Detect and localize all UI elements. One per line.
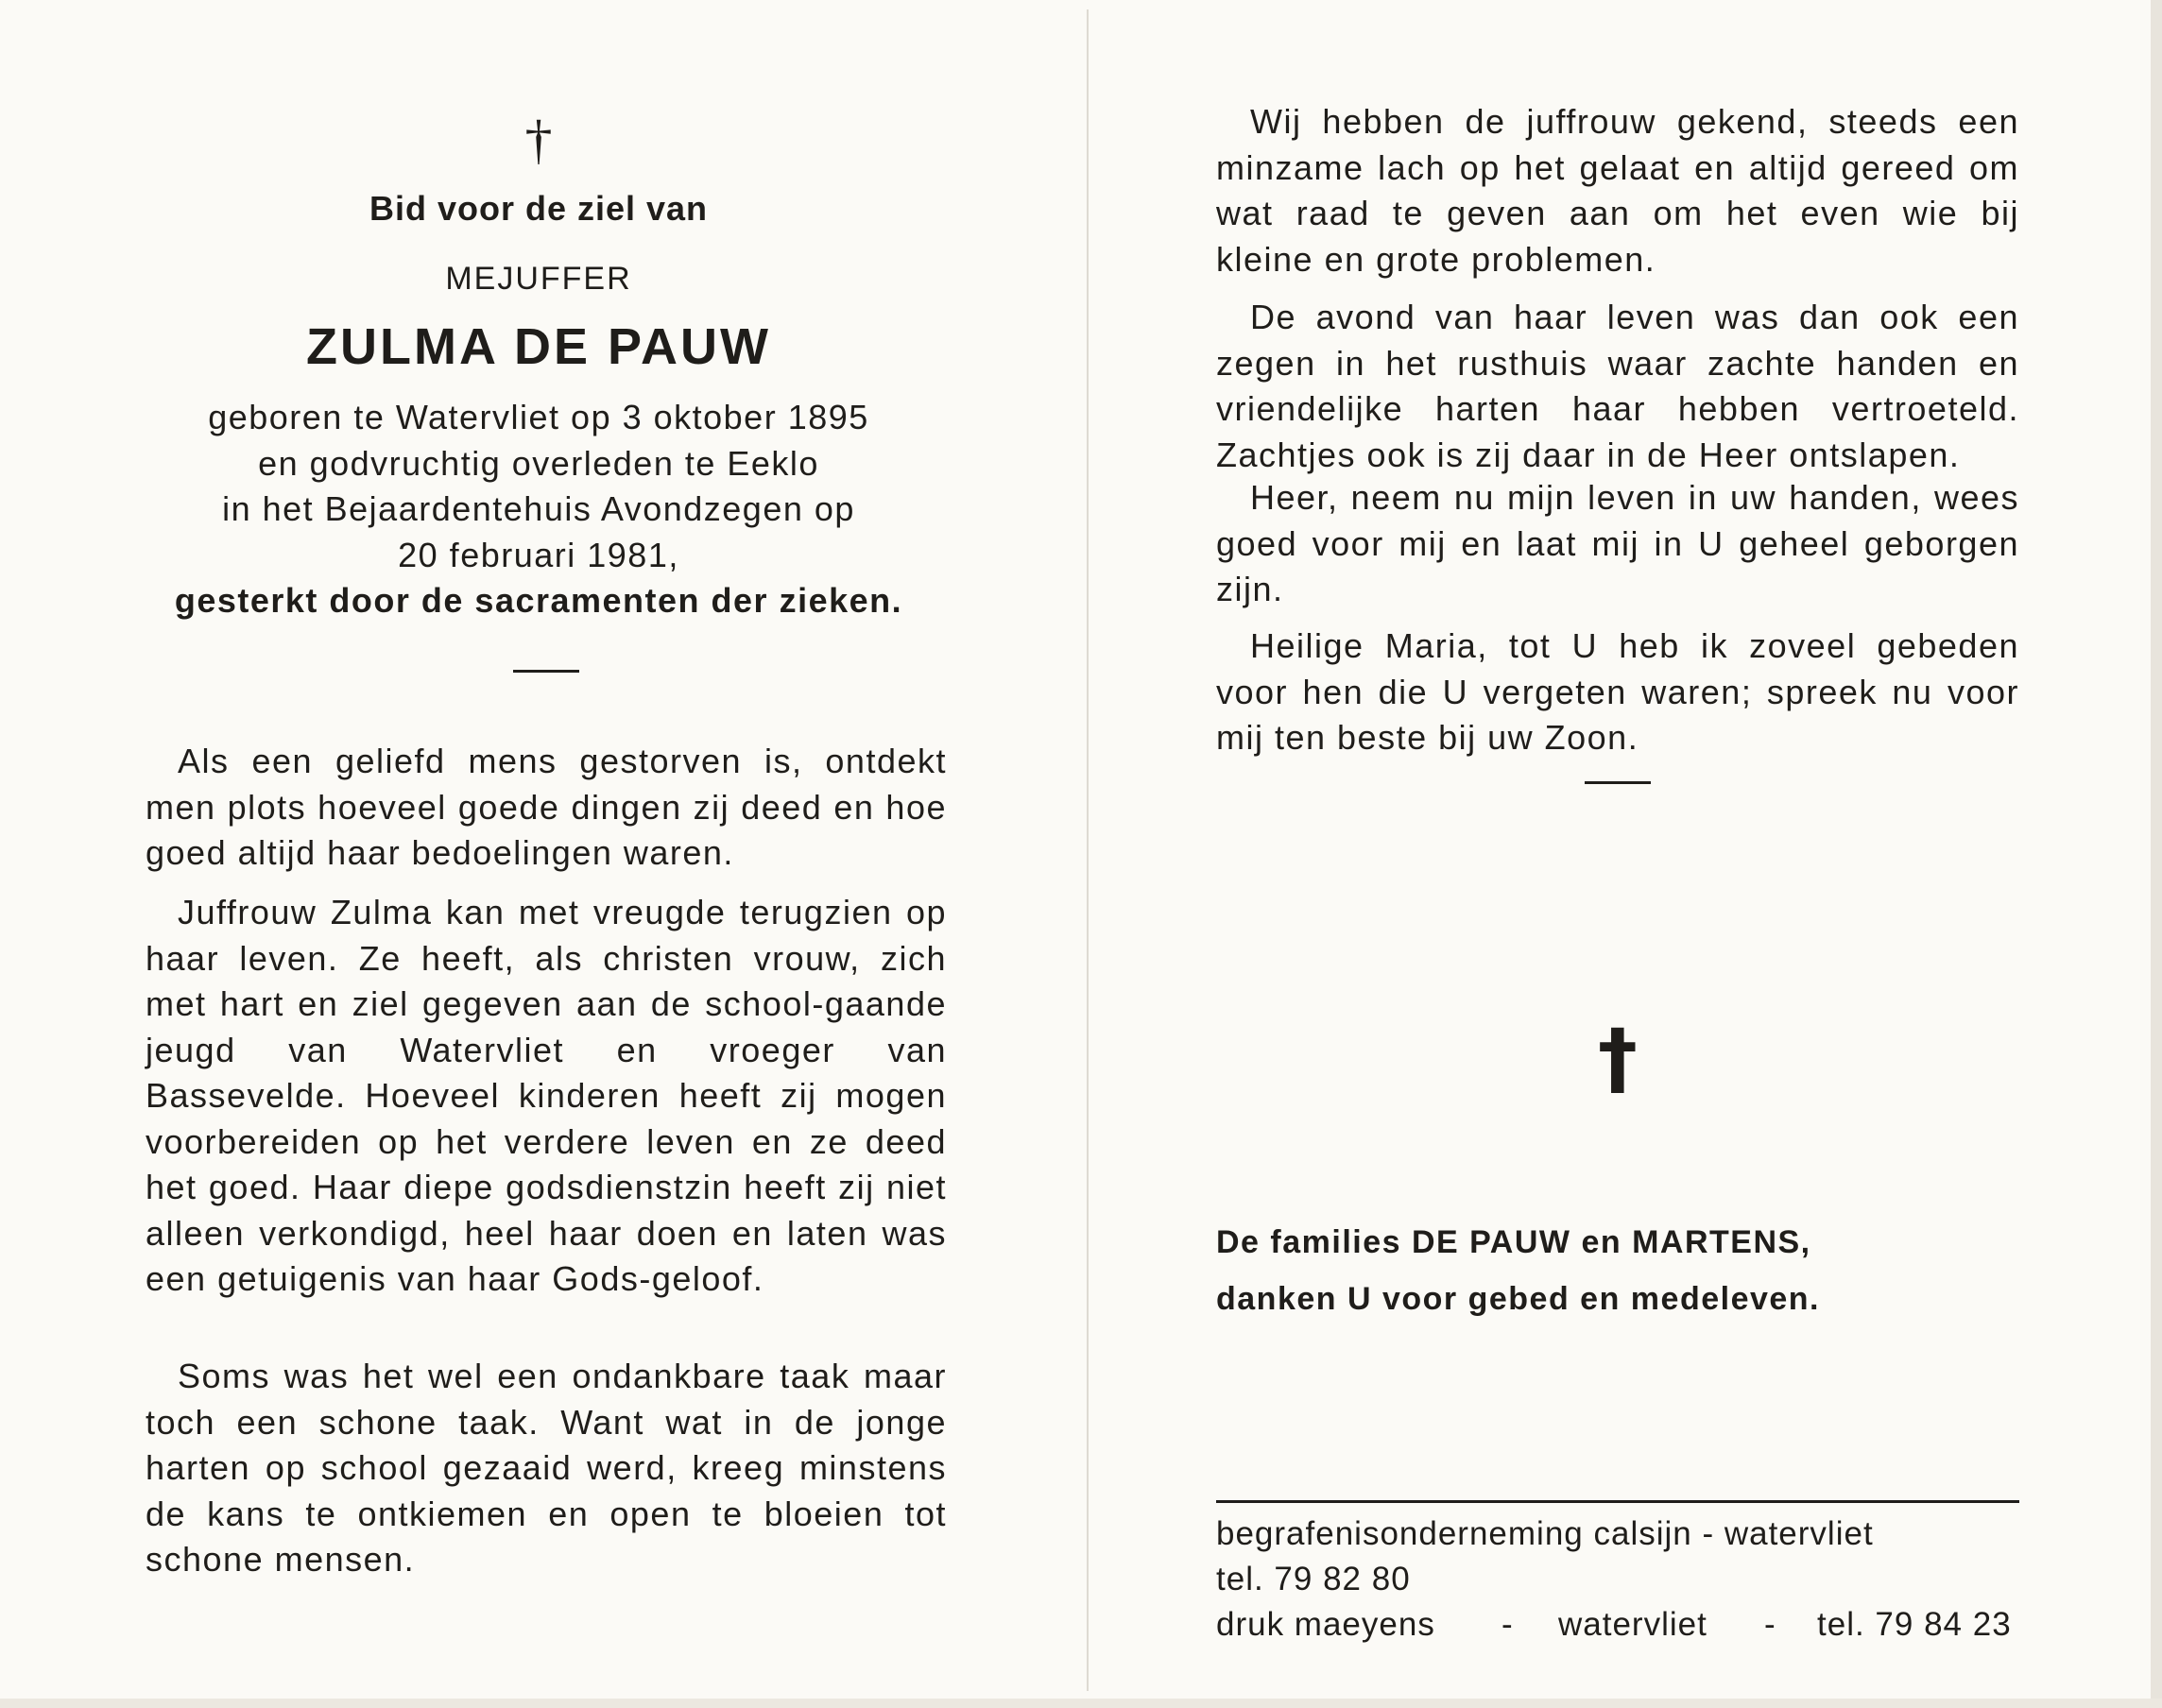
printer-phone: tel. 79 84 23 <box>1817 1606 2012 1643</box>
printer-line <box>1216 1602 2019 1648</box>
thanks-message: danken U voor gebed en medeleven. <box>1216 1281 1821 1317</box>
right-paragraph-2: De avond van haar leven was dan ook een zegen in het rusthuis waar zachte handen en vriendelijke harten haar hebben vertroeteld. Zachtjes ook is zij daar in de Heer ontslapen. <box>1216 298 2019 474</box>
left-paragraph-1: Als een geliefd mens gestorven is, ontdekt men plots hoeveel goede dingen zij deed en hoe goed altijd haar bedoelingen waren. <box>146 742 947 872</box>
printer-town: watervliet <box>1558 1606 1707 1643</box>
divider-dash <box>1585 781 1651 784</box>
life-details <box>142 395 935 624</box>
left-paragraph-2: Juffrouw Zulma kan met vreugde terugzien op haar leven. Ze heeft, als christen vrouw, zich met hart en ziel gegeven aan de school-gaande jeugd van Watervliet en vroeger van Bassevelde. Hoeveel kinderen heeft zij mogen voorbereiden op het verdere leven en ze deed het goed. Haar diepe godsdienstzin heeft zij niet alleen verkondigd, heel haar doen en laten was een getuigenis van haar Gods-geloof. <box>146 893 947 1298</box>
details-line-death: en godvruchtig overleden te Eeklo <box>258 443 819 483</box>
honorific-title: MEJUFFER <box>445 261 632 297</box>
card-fold <box>1087 9 1089 1691</box>
undertaker-line: begrafenisonderneming calsijn - watervliet <box>1216 1515 1874 1552</box>
prayer-heading: Bid voor de ziel van <box>369 189 709 228</box>
right-paragraph-3: Heer, neem nu mijn leven in uw handen, wees goed voor mij en laat mij in U geheel geborgen zijn. <box>1216 478 2019 608</box>
printer-separator: - <box>1501 1606 1514 1643</box>
thanks-families: De families DE PAUW en MARTENS, <box>1216 1224 1811 1260</box>
details-line-sacraments: gesterkt door de sacramenten der zieken. <box>174 581 903 620</box>
left-paragraph-3: Soms was het wel een ondankbare taak maar toch een schone taak. Want wat in de jonge harten op school gezaaid werd, kreeg minstens de kans te ontkiemen en open te bloeien tot schone mensen. <box>146 1357 947 1579</box>
details-line-place: in het Bejaardentehuis Avondzegen op <box>222 489 855 528</box>
cross-icon: † <box>524 109 553 170</box>
deceased-name: ZULMA DE PAUW <box>306 318 771 375</box>
divider-dash <box>513 670 579 673</box>
undertaker-phone: tel. 79 82 80 <box>1216 1561 1411 1597</box>
printer-name: druk maeyens <box>1216 1606 1435 1643</box>
footer-rule <box>1216 1500 2019 1503</box>
printer-phone-separator: - <box>1764 1606 1776 1643</box>
right-paragraph-4: Heilige Maria, tot U heb ik zoveel gebeden voor hen die U vergeten waren; spreek nu voor mij ten beste bij uw Zoon. <box>1216 626 2019 757</box>
card-edge-right <box>2151 0 2162 1708</box>
right-panel <box>1216 0 2019 1708</box>
right-paragraph-1: Wij hebben de juffrouw gekend, steeds een minzame lach op het gelaat en altijd gereed om wat raad te geven aan om het even wie bij kleine en grote problemen. <box>1216 102 2019 279</box>
details-line-birth: geboren te Watervliet op 3 oktober 1895 <box>208 398 869 436</box>
details-line-date: 20 februari 1981, <box>398 535 679 574</box>
left-panel <box>142 0 954 1708</box>
footer <box>1216 1512 2019 1648</box>
cross-icon: † <box>1598 1012 1638 1104</box>
